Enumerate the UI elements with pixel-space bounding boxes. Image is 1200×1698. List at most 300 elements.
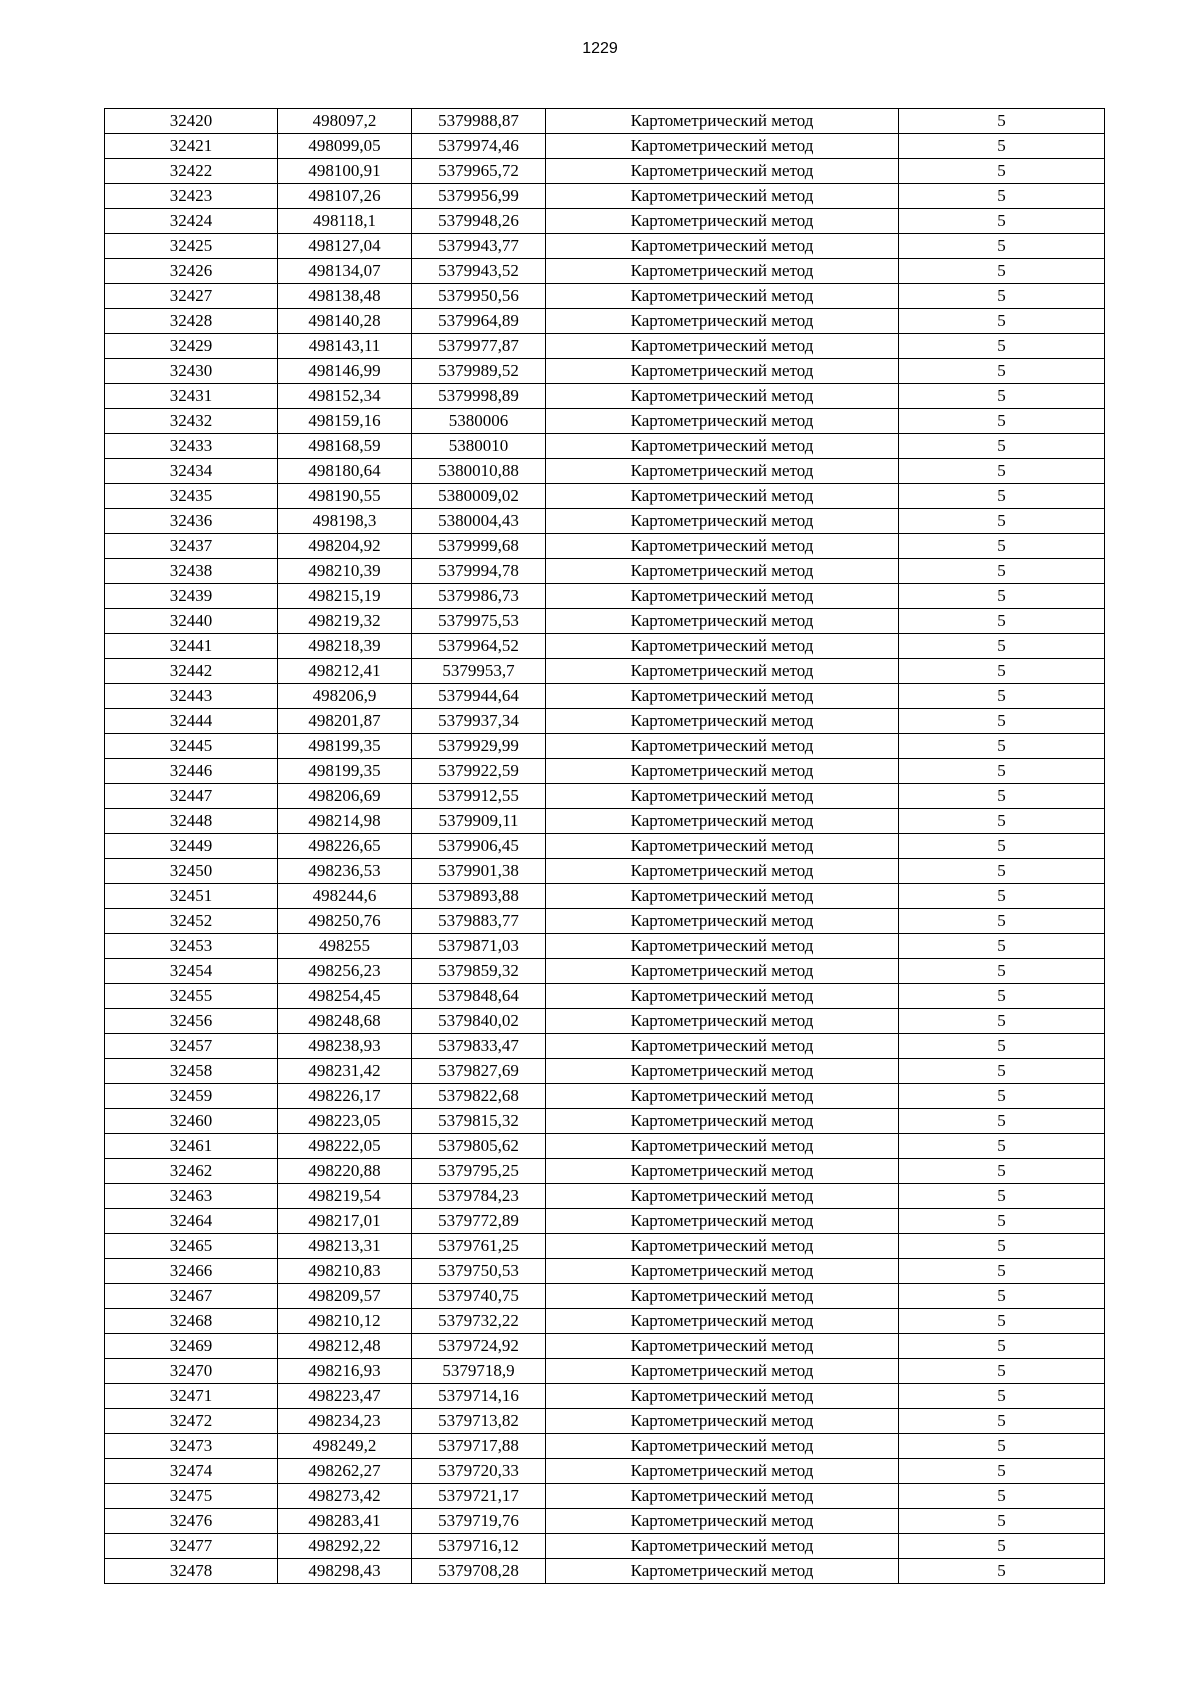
method-cell: Картометрический метод: [546, 1384, 899, 1409]
table-row: [105, 284, 1105, 309]
method-cell: Картометрический метод: [546, 809, 899, 834]
method-cell: Картометрический метод: [546, 1259, 899, 1284]
method-cell: Картометрический метод: [546, 334, 899, 359]
x-coordinate-cell: 498226,65: [278, 834, 412, 859]
point-number-cell: 32443: [105, 684, 278, 709]
point-number-cell: 32421: [105, 134, 278, 159]
method-cell: Картометрический метод: [546, 1534, 899, 1559]
x-coordinate-cell: 498206,69: [278, 784, 412, 809]
method-cell: Картометрический метод: [546, 259, 899, 284]
x-coordinate-cell: 498238,93: [278, 1034, 412, 1059]
method-cell: Картометрический метод: [546, 759, 899, 784]
table-row: [105, 1334, 1105, 1359]
x-coordinate-cell: 498199,35: [278, 734, 412, 759]
table-row: [105, 809, 1105, 834]
method-cell: Картометрический метод: [546, 1209, 899, 1234]
x-coordinate-cell: 498222,05: [278, 1134, 412, 1159]
method-cell: Картометрический метод: [546, 1134, 899, 1159]
method-cell: Картометрический метод: [546, 1234, 899, 1259]
y-coordinate-cell: 5379721,17: [412, 1484, 546, 1509]
y-coordinate-cell: 5379986,73: [412, 584, 546, 609]
accuracy-cell: 5: [899, 1059, 1105, 1084]
point-number-cell: 32455: [105, 984, 278, 1009]
x-coordinate-cell: 498152,34: [278, 384, 412, 409]
table-row: [105, 159, 1105, 184]
point-number-cell: 32461: [105, 1134, 278, 1159]
point-number-cell: 32460: [105, 1109, 278, 1134]
x-coordinate-cell: 498219,32: [278, 609, 412, 634]
y-coordinate-cell: 5379937,34: [412, 709, 546, 734]
table-row: [105, 659, 1105, 684]
y-coordinate-cell: 5380010,88: [412, 459, 546, 484]
accuracy-cell: 5: [899, 1509, 1105, 1534]
accuracy-cell: 5: [899, 1034, 1105, 1059]
y-coordinate-cell: 5379718,9: [412, 1359, 546, 1384]
point-number-cell: 32447: [105, 784, 278, 809]
y-coordinate-cell: 5379953,7: [412, 659, 546, 684]
y-coordinate-cell: 5379893,88: [412, 884, 546, 909]
method-cell: Картометрический метод: [546, 234, 899, 259]
x-coordinate-cell: 498255: [278, 934, 412, 959]
method-cell: Картометрический метод: [546, 1359, 899, 1384]
accuracy-cell: 5: [899, 959, 1105, 984]
table-row: [105, 1484, 1105, 1509]
x-coordinate-cell: 498226,17: [278, 1084, 412, 1109]
method-cell: Картометрический метод: [546, 1084, 899, 1109]
y-coordinate-cell: 5379988,87: [412, 109, 546, 134]
y-coordinate-cell: 5379761,25: [412, 1234, 546, 1259]
table-row: [105, 884, 1105, 909]
point-number-cell: 32422: [105, 159, 278, 184]
method-cell: Картометрический метод: [546, 434, 899, 459]
y-coordinate-cell: 5379714,16: [412, 1384, 546, 1409]
x-coordinate-cell: 498210,39: [278, 559, 412, 584]
y-coordinate-cell: 5380009,02: [412, 484, 546, 509]
table-row: [105, 834, 1105, 859]
x-coordinate-cell: 498236,53: [278, 859, 412, 884]
point-number-cell: 32457: [105, 1034, 278, 1059]
y-coordinate-cell: 5379989,52: [412, 359, 546, 384]
x-coordinate-cell: 498283,41: [278, 1509, 412, 1534]
method-cell: Картометрический метод: [546, 459, 899, 484]
x-coordinate-cell: 498138,48: [278, 284, 412, 309]
method-cell: Картометрический метод: [546, 884, 899, 909]
accuracy-cell: 5: [899, 1484, 1105, 1509]
accuracy-cell: 5: [899, 784, 1105, 809]
point-number-cell: 32440: [105, 609, 278, 634]
y-coordinate-cell: 5379883,77: [412, 909, 546, 934]
x-coordinate-cell: 498199,35: [278, 759, 412, 784]
accuracy-cell: 5: [899, 684, 1105, 709]
y-coordinate-cell: 5379964,52: [412, 634, 546, 659]
y-coordinate-cell: 5379944,64: [412, 684, 546, 709]
method-cell: Картометрический метод: [546, 609, 899, 634]
table-row: [105, 134, 1105, 159]
method-cell: Картометрический метод: [546, 1184, 899, 1209]
method-cell: Картометрический метод: [546, 209, 899, 234]
table-row: [105, 1259, 1105, 1284]
table-row: [105, 1284, 1105, 1309]
table-row: [105, 1059, 1105, 1084]
y-coordinate-cell: 5379827,69: [412, 1059, 546, 1084]
accuracy-cell: 5: [899, 984, 1105, 1009]
table-row: [105, 434, 1105, 459]
table-row: [105, 1084, 1105, 1109]
point-number-cell: 32438: [105, 559, 278, 584]
accuracy-cell: 5: [899, 1434, 1105, 1459]
y-coordinate-cell: 5379717,88: [412, 1434, 546, 1459]
accuracy-cell: 5: [899, 734, 1105, 759]
y-coordinate-cell: 5379977,87: [412, 334, 546, 359]
x-coordinate-cell: 498231,42: [278, 1059, 412, 1084]
point-number-cell: 32434: [105, 459, 278, 484]
accuracy-cell: 5: [899, 1234, 1105, 1259]
table-row: [105, 1184, 1105, 1209]
table-row: [105, 1509, 1105, 1534]
accuracy-cell: 5: [899, 109, 1105, 134]
method-cell: Картометрический метод: [546, 1109, 899, 1134]
accuracy-cell: 5: [899, 1534, 1105, 1559]
accuracy-cell: 5: [899, 859, 1105, 884]
method-cell: Картометрический метод: [546, 1459, 899, 1484]
y-coordinate-cell: 5379795,25: [412, 1159, 546, 1184]
point-number-cell: 32459: [105, 1084, 278, 1109]
point-number-cell: 32431: [105, 384, 278, 409]
point-number-cell: 32439: [105, 584, 278, 609]
method-cell: Картометрический метод: [546, 134, 899, 159]
x-coordinate-cell: 498204,92: [278, 534, 412, 559]
table-row: [105, 409, 1105, 434]
accuracy-cell: 5: [899, 334, 1105, 359]
accuracy-cell: 5: [899, 209, 1105, 234]
table-row: [105, 1409, 1105, 1434]
coordinates-table: [104, 108, 1105, 1584]
method-cell: Картометрический метод: [546, 934, 899, 959]
accuracy-cell: 5: [899, 359, 1105, 384]
x-coordinate-cell: 498134,07: [278, 259, 412, 284]
x-coordinate-cell: 498212,41: [278, 659, 412, 684]
method-cell: Картометрический метод: [546, 709, 899, 734]
accuracy-cell: 5: [899, 834, 1105, 859]
x-coordinate-cell: 498223,47: [278, 1384, 412, 1409]
y-coordinate-cell: 5379719,76: [412, 1509, 546, 1534]
x-coordinate-cell: 498127,04: [278, 234, 412, 259]
accuracy-cell: 5: [899, 1309, 1105, 1334]
point-number-cell: 32436: [105, 509, 278, 534]
x-coordinate-cell: 498097,2: [278, 109, 412, 134]
table-row: [105, 959, 1105, 984]
accuracy-cell: 5: [899, 1209, 1105, 1234]
y-coordinate-cell: 5379922,59: [412, 759, 546, 784]
y-coordinate-cell: 5379840,02: [412, 1009, 546, 1034]
x-coordinate-cell: 498159,16: [278, 409, 412, 434]
point-number-cell: 32420: [105, 109, 278, 134]
table-row: [105, 309, 1105, 334]
table-row: [105, 1234, 1105, 1259]
table-row: [105, 384, 1105, 409]
accuracy-cell: 5: [899, 459, 1105, 484]
point-number-cell: 32425: [105, 234, 278, 259]
x-coordinate-cell: 498180,64: [278, 459, 412, 484]
accuracy-cell: 5: [899, 709, 1105, 734]
accuracy-cell: 5: [899, 884, 1105, 909]
table-row: [105, 1559, 1105, 1584]
y-coordinate-cell: 5379948,26: [412, 209, 546, 234]
point-number-cell: 32469: [105, 1334, 278, 1359]
coordinates-table-body: [105, 109, 1105, 1584]
table-row: [105, 934, 1105, 959]
table-row: [105, 709, 1105, 734]
point-number-cell: 32449: [105, 834, 278, 859]
y-coordinate-cell: 5379732,22: [412, 1309, 546, 1334]
y-coordinate-cell: 5379998,89: [412, 384, 546, 409]
point-number-cell: 32476: [105, 1509, 278, 1534]
accuracy-cell: 5: [899, 384, 1105, 409]
point-number-cell: 32450: [105, 859, 278, 884]
method-cell: Картометрический метод: [546, 659, 899, 684]
method-cell: Картометрический метод: [546, 734, 899, 759]
accuracy-cell: 5: [899, 409, 1105, 434]
accuracy-cell: 5: [899, 809, 1105, 834]
table-row: [105, 1009, 1105, 1034]
table-row: [105, 734, 1105, 759]
table-row: [105, 209, 1105, 234]
y-coordinate-cell: 5379871,03: [412, 934, 546, 959]
y-coordinate-cell: 5379965,72: [412, 159, 546, 184]
method-cell: Картометрический метод: [546, 284, 899, 309]
y-coordinate-cell: 5379815,32: [412, 1109, 546, 1134]
accuracy-cell: 5: [899, 1084, 1105, 1109]
y-coordinate-cell: 5379713,82: [412, 1409, 546, 1434]
y-coordinate-cell: 5379994,78: [412, 559, 546, 584]
x-coordinate-cell: 498143,11: [278, 334, 412, 359]
point-number-cell: 32435: [105, 484, 278, 509]
point-number-cell: 32453: [105, 934, 278, 959]
method-cell: Картометрический метод: [546, 409, 899, 434]
point-number-cell: 32464: [105, 1209, 278, 1234]
table-row: [105, 234, 1105, 259]
method-cell: Картометрический метод: [546, 309, 899, 334]
method-cell: Картометрический метод: [546, 1559, 899, 1584]
point-number-cell: 32445: [105, 734, 278, 759]
table-row: [105, 334, 1105, 359]
x-coordinate-cell: 498217,01: [278, 1209, 412, 1234]
x-coordinate-cell: 498214,98: [278, 809, 412, 834]
method-cell: Картометрический метод: [546, 1434, 899, 1459]
table-row: [105, 584, 1105, 609]
point-number-cell: 32467: [105, 1284, 278, 1309]
y-coordinate-cell: 5380004,43: [412, 509, 546, 534]
x-coordinate-cell: 498250,76: [278, 909, 412, 934]
x-coordinate-cell: 498273,42: [278, 1484, 412, 1509]
point-number-cell: 32446: [105, 759, 278, 784]
accuracy-cell: 5: [899, 1009, 1105, 1034]
method-cell: Картометрический метод: [546, 684, 899, 709]
table-row: [105, 684, 1105, 709]
method-cell: Картометрический метод: [546, 959, 899, 984]
point-number-cell: 32463: [105, 1184, 278, 1209]
x-coordinate-cell: 498210,12: [278, 1309, 412, 1334]
x-coordinate-cell: 498198,3: [278, 509, 412, 534]
x-coordinate-cell: 498215,19: [278, 584, 412, 609]
method-cell: Картометрический метод: [546, 534, 899, 559]
method-cell: Картометрический метод: [546, 184, 899, 209]
point-number-cell: 32428: [105, 309, 278, 334]
method-cell: Картометрический метод: [546, 1284, 899, 1309]
table-row: [105, 1384, 1105, 1409]
method-cell: Картометрический метод: [546, 984, 899, 1009]
accuracy-cell: 5: [899, 134, 1105, 159]
y-coordinate-cell: 5379859,32: [412, 959, 546, 984]
table-row: [105, 859, 1105, 884]
accuracy-cell: 5: [899, 934, 1105, 959]
accuracy-cell: 5: [899, 1559, 1105, 1584]
x-coordinate-cell: 498298,43: [278, 1559, 412, 1584]
y-coordinate-cell: 5379833,47: [412, 1034, 546, 1059]
y-coordinate-cell: 5380010: [412, 434, 546, 459]
x-coordinate-cell: 498209,57: [278, 1284, 412, 1309]
point-number-cell: 32477: [105, 1534, 278, 1559]
y-coordinate-cell: 5379740,75: [412, 1284, 546, 1309]
table-row: [105, 1034, 1105, 1059]
accuracy-cell: 5: [899, 1384, 1105, 1409]
accuracy-cell: 5: [899, 309, 1105, 334]
accuracy-cell: 5: [899, 509, 1105, 534]
point-number-cell: 32470: [105, 1359, 278, 1384]
table-row: [105, 1109, 1105, 1134]
y-coordinate-cell: 5379943,52: [412, 259, 546, 284]
accuracy-cell: 5: [899, 584, 1105, 609]
point-number-cell: 32430: [105, 359, 278, 384]
table-row: [105, 559, 1105, 584]
accuracy-cell: 5: [899, 434, 1105, 459]
x-coordinate-cell: 498248,68: [278, 1009, 412, 1034]
table-row: [105, 759, 1105, 784]
y-coordinate-cell: 5379950,56: [412, 284, 546, 309]
point-number-cell: 32456: [105, 1009, 278, 1034]
point-number-cell: 32474: [105, 1459, 278, 1484]
y-coordinate-cell: 5379784,23: [412, 1184, 546, 1209]
y-coordinate-cell: 5379724,92: [412, 1334, 546, 1359]
accuracy-cell: 5: [899, 159, 1105, 184]
point-number-cell: 32427: [105, 284, 278, 309]
accuracy-cell: 5: [899, 259, 1105, 284]
x-coordinate-cell: 498210,83: [278, 1259, 412, 1284]
table-row: [105, 1209, 1105, 1234]
method-cell: Картометрический метод: [546, 159, 899, 184]
method-cell: Картометрический метод: [546, 1409, 899, 1434]
point-number-cell: 32462: [105, 1159, 278, 1184]
y-coordinate-cell: 5379822,68: [412, 1084, 546, 1109]
y-coordinate-cell: 5379912,55: [412, 784, 546, 809]
point-number-cell: 32423: [105, 184, 278, 209]
table-row: [105, 1359, 1105, 1384]
table-row: [105, 509, 1105, 534]
point-number-cell: 32468: [105, 1309, 278, 1334]
point-number-cell: 32437: [105, 534, 278, 559]
table-row: [105, 109, 1105, 134]
accuracy-cell: 5: [899, 184, 1105, 209]
accuracy-cell: 5: [899, 1109, 1105, 1134]
table-row: [105, 609, 1105, 634]
x-coordinate-cell: 498201,87: [278, 709, 412, 734]
accuracy-cell: 5: [899, 1159, 1105, 1184]
method-cell: Картометрический метод: [546, 1484, 899, 1509]
table-row: [105, 184, 1105, 209]
x-coordinate-cell: 498256,23: [278, 959, 412, 984]
y-coordinate-cell: 5379848,64: [412, 984, 546, 1009]
x-coordinate-cell: 498190,55: [278, 484, 412, 509]
point-number-cell: 32475: [105, 1484, 278, 1509]
table-row: [105, 1534, 1105, 1559]
table-row: [105, 1434, 1105, 1459]
y-coordinate-cell: 5379750,53: [412, 1259, 546, 1284]
table-row: [105, 984, 1105, 1009]
method-cell: Картометрический метод: [546, 509, 899, 534]
page-number: 1229: [582, 40, 618, 57]
x-coordinate-cell: 498223,05: [278, 1109, 412, 1134]
point-number-cell: 32441: [105, 634, 278, 659]
point-number-cell: 32426: [105, 259, 278, 284]
table-row: [105, 1159, 1105, 1184]
x-coordinate-cell: 498262,27: [278, 1459, 412, 1484]
method-cell: Картометрический метод: [546, 909, 899, 934]
table-row: [105, 459, 1105, 484]
method-cell: Картометрический метод: [546, 1509, 899, 1534]
accuracy-cell: 5: [899, 609, 1105, 634]
x-coordinate-cell: 498099,05: [278, 134, 412, 159]
point-number-cell: 32458: [105, 1059, 278, 1084]
x-coordinate-cell: 498206,9: [278, 684, 412, 709]
table-row: [105, 359, 1105, 384]
method-cell: Картометрический метод: [546, 109, 899, 134]
y-coordinate-cell: 5379929,99: [412, 734, 546, 759]
table-row: [105, 1459, 1105, 1484]
x-coordinate-cell: 498212,48: [278, 1334, 412, 1359]
method-cell: Картометрический метод: [546, 584, 899, 609]
point-number-cell: 32433: [105, 434, 278, 459]
method-cell: Картометрический метод: [546, 1334, 899, 1359]
method-cell: Картометрический метод: [546, 784, 899, 809]
x-coordinate-cell: 498118,1: [278, 209, 412, 234]
method-cell: Картометрический метод: [546, 1009, 899, 1034]
accuracy-cell: 5: [899, 484, 1105, 509]
accuracy-cell: 5: [899, 1284, 1105, 1309]
method-cell: Картометрический метод: [546, 859, 899, 884]
accuracy-cell: 5: [899, 634, 1105, 659]
method-cell: Картометрический метод: [546, 634, 899, 659]
x-coordinate-cell: 498292,22: [278, 1534, 412, 1559]
table-row: [105, 1309, 1105, 1334]
method-cell: Картометрический метод: [546, 1309, 899, 1334]
accuracy-cell: 5: [899, 284, 1105, 309]
x-coordinate-cell: 498168,59: [278, 434, 412, 459]
method-cell: Картометрический метод: [546, 559, 899, 584]
x-coordinate-cell: 498249,2: [278, 1434, 412, 1459]
point-number-cell: 32451: [105, 884, 278, 909]
x-coordinate-cell: 498146,99: [278, 359, 412, 384]
y-coordinate-cell: 5379974,46: [412, 134, 546, 159]
method-cell: Картометрический метод: [546, 359, 899, 384]
x-coordinate-cell: 498218,39: [278, 634, 412, 659]
table-row: [105, 534, 1105, 559]
point-number-cell: 32444: [105, 709, 278, 734]
table-row: [105, 909, 1105, 934]
accuracy-cell: 5: [899, 1409, 1105, 1434]
y-coordinate-cell: 5379943,77: [412, 234, 546, 259]
accuracy-cell: 5: [899, 909, 1105, 934]
method-cell: Картометрический метод: [546, 384, 899, 409]
